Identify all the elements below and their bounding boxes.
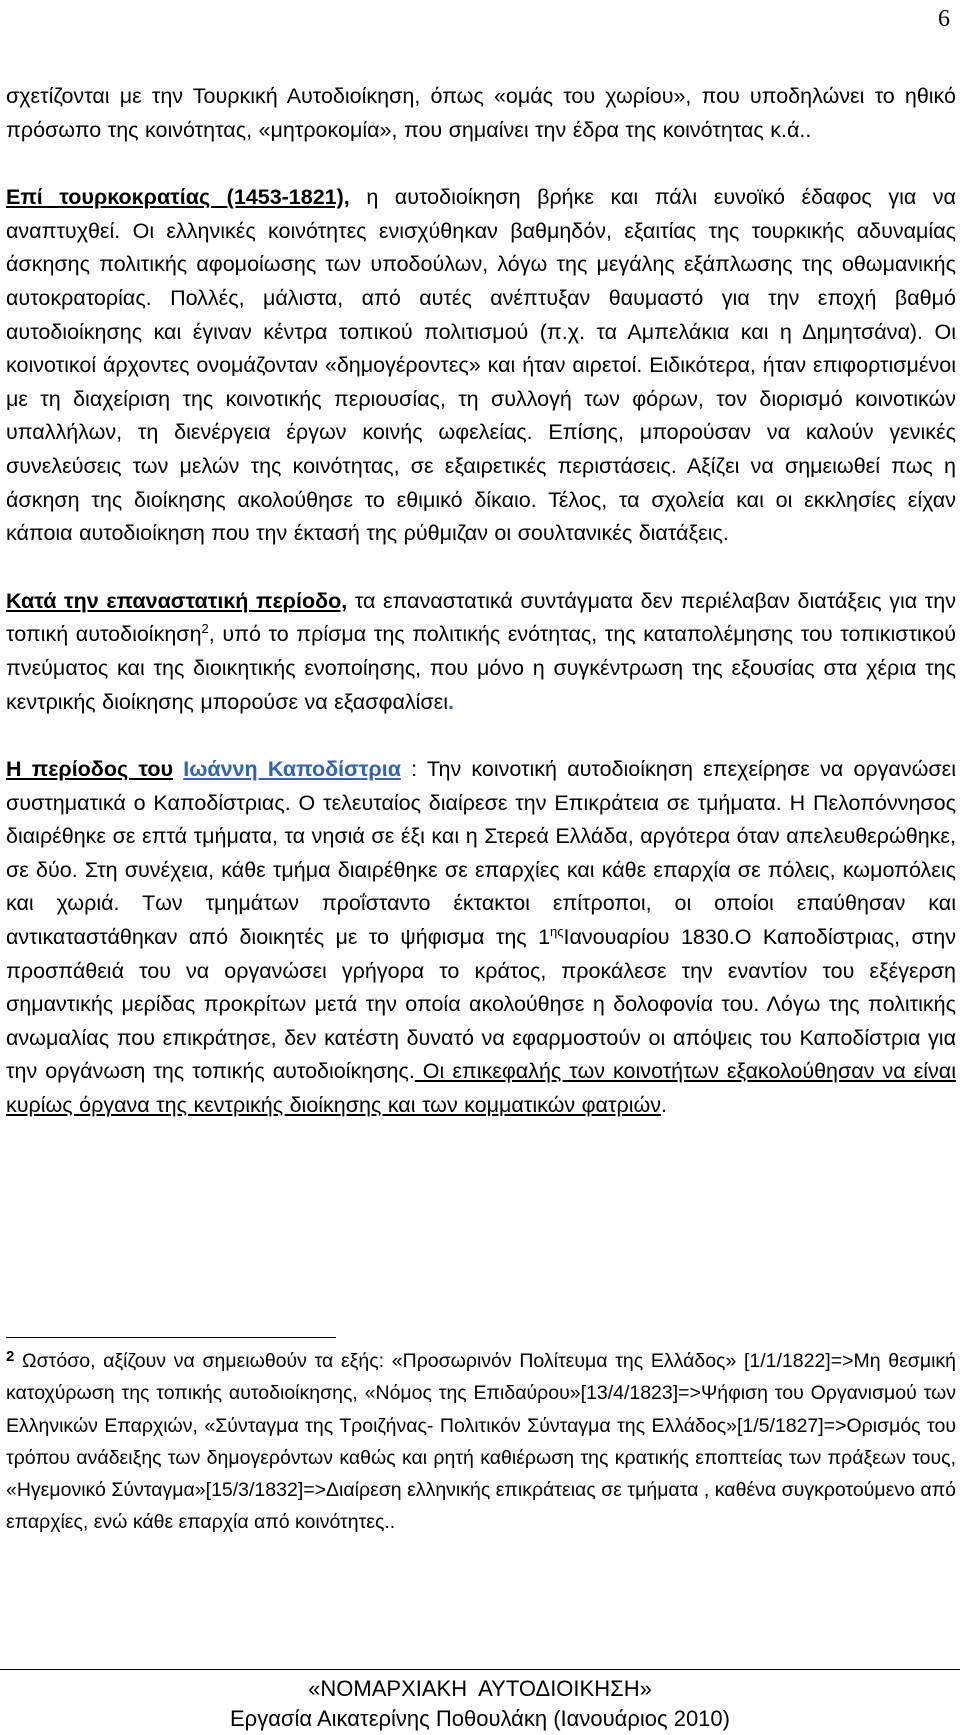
section-heading-revolution: Κατά την επαναστατική περίοδο, (6, 588, 348, 613)
paragraph-final-period: . (661, 1093, 667, 1118)
paragraph-end-mark: . (448, 689, 455, 714)
footnote-text (6, 1345, 956, 1539)
paragraph-revolution (6, 585, 956, 719)
paragraph-ottoman-text: η αυτοδιοίκηση βρήκε και πάλι ευνοϊκό έδαφος για να αναπτυχθεί. Οι ελληνικές κοινότητες ενισχύθηκαν βαθμηδόν, εξαιτίας της τουρκικής αδυναμίας άσκησης πολιτικής αφομοίωσης των υποδούλων, λόγω της μεγάλης εξάπλωσης της οθωμανικής αυτοκρατορίας. Πολλές, μάλιστα, από αυτές ανέπτυξαν θαυμαστό για την εποχή βαθμό αυτοδιοίκησης και έγιναν κέντρα τοπικού πολιτισμού (π.χ. τα Αμπελάκια και η Δημητσάνα). Οι κοινοτικοί άρχοντες ονομάζονταν «δημογέροντες» και ήταν αιρετοί. Ειδικότερα, ήταν επιφορτισμένοι με τη διαχείριση της κοινοτικής περιουσίας, τη συλλογή των φόρων, τον διορισμό κοινοτικών υπαλλήλων, τη διενέργεια έργων κοινής ωφελείας. Επίσης, μπορούσαν να καλούν γενικές συνελεύσεις των μελών της κοινότητας, σε εξαιρετικές περιστάσεις. Αξίζει να σημειωθεί πως η άσκηση της διοίκησης ακολούθησε το εθιμικό δίκαιο. Τέλος, τα σχολεία και οι εκκλησίες είχαν κάποια αυτοδιοίκηση που την έκτασή της ρύθμιζαν οι σουλτανικές διατάξεις. (6, 185, 956, 546)
footnote-reference[interactable]: 2 (201, 621, 209, 637)
footer-separator (0, 1669, 960, 1670)
paragraph-kapodistrias-text: : Την κοινοτική αυτοδιοίκηση επεχείρησε να οργανώσει συστηματικά ο Καποδίστριας. Ο τελευταίος διαίρεσε την Επικράτεια σε τμήματα. Η Πελοπόννησος διαιρέθηκε σε επτά τμήματα, τα νησιά σε έξι και η Στερεά Ελλάδα, αργότερα όταν απελευθερώθηκε, σε δύο. Στη συνέχεια, κάθε τμήμα διαιρέθηκε σε επαρχίες και κάθε επαρχία σε πόλεις, κωμοπόλεις και χωριά. Των τμημάτων προΐσταντο έκτακτοι επίτροποι, οι οποίοι επαύθησαν και αντικαταστάθηκαν από διοικητές με το ψήφισμα της 1 (6, 757, 956, 950)
footnote-marker: 2 (6, 1348, 15, 1365)
footer-author: Εργασία Αικατερίνης Ποθουλάκη (Ιανουάριος 2010) (230, 1706, 730, 1731)
paragraph-kapodistrias (6, 753, 956, 1123)
paragraph-1 (6, 80, 956, 147)
section-heading-kapodistrias: Η περίοδος του (6, 757, 174, 782)
paragraph-revolution-text: τα επαναστατικά συντάγματα δεν περιέλαβαν διατάξεις για την τοπική αυτοδιοίκηση (6, 588, 957, 647)
footer-title: «ΝΟΜΑΡΧΙΑΚΗ ΑΥΤΟΔΙΟΙΚΗΣΗ» (308, 1676, 652, 1701)
ordinal-suffix: ης (550, 923, 564, 939)
section-heading-ottoman: Επί τουρκοκρατίας (1453-1821), (6, 185, 350, 210)
main-content (6, 80, 956, 1123)
footnote (6, 1345, 956, 1539)
page-footer (0, 1674, 960, 1734)
paragraph-kapodistrias-text-cont: Ιανουαρίου 1830.Ο Καποδίστριας, στην προσπάθειά του να οργανώσει γρήγορα το κράτος, προκάλεσε την εναντίον του εξέγερση σημαντικής μερίδας προκρίτων μετά την οποία ακολούθησε η δολοφονία του. Λόγω της πολιτικής ανωμαλίας που επικράτησε, δεν κατέστη δυνατό να εφαρμοστούν οι απόψεις του Καποδίστρια για την οργάνωση της τοπικής αυτοδιοίκησης. (6, 925, 956, 1084)
paragraph-ottoman (6, 181, 956, 551)
underlined-conclusion: Οι επικεφαλής των κοινοτήτων εξακολούθησαν να είναι κυρίως όργανα της κεντρικής διοίκησης και των κομματικών φατριών (6, 1059, 956, 1118)
paragraph-revolution-text-cont: , υπό το πρίσμα της πολιτικής ενότητας, της καταπολέμησης του τοπικιστικού πνεύματος και της διοικητικής ενοποίησης, που μόνο η συγκέντρωση της εξουσίας στα χέρια της κεντρικής διοίκησης μπορούσε να εξασφαλίσει (6, 622, 956, 714)
kapodistrias-link[interactable]: Ιωάννη Καποδίστρια (183, 757, 401, 782)
paragraph-1-text: σχετίζονται με την Τουρκική Αυτοδιοίκηση, όπως «ομάς του χωρίου», που υποδηλώνει το ηθικό πρόσωπο της κοινότητας, «μητροκομία», που σημαίνει την έδρα της κοινότητας κ.ά.. (6, 84, 956, 142)
footnote-separator (6, 1337, 336, 1338)
footnote-body: Ωστόσο, αξίζουν να σημειωθούν τα εξής: «Προσωρινόν Πολίτευμα της Ελλάδος» [1/1/1822]=>Μη θεσμική κατοχύρωση της τοπικής αυτοδιοίκησης, «Νόμος της Επιδαύρου»[13/4/1823]=>Ψήφιση του Οργανισμού των Ελληνικών Επαρχιών, «Σύνταγμα της Τροιζήνας- Πολιτικόν Σύνταγμα της Ελλάδος»[1/5/1827]=>Ορισμός του τρόπου ανάδειξης των δημογερόντων καθώς και ρητή καθιέρωση της κρατικής εποπτείας των πράξεων τους, «Ηγεμονικό Σύνταγμα»[15/3/1832]=>Διαίρεση ελληνικής επικράτειας σε τμήματα , καθένα συγκροτούμενο από επαρχίες, ενώ κάθε επαρχία από κοινότητες.. (6, 1350, 956, 1534)
page-number: 6 (938, 6, 950, 32)
